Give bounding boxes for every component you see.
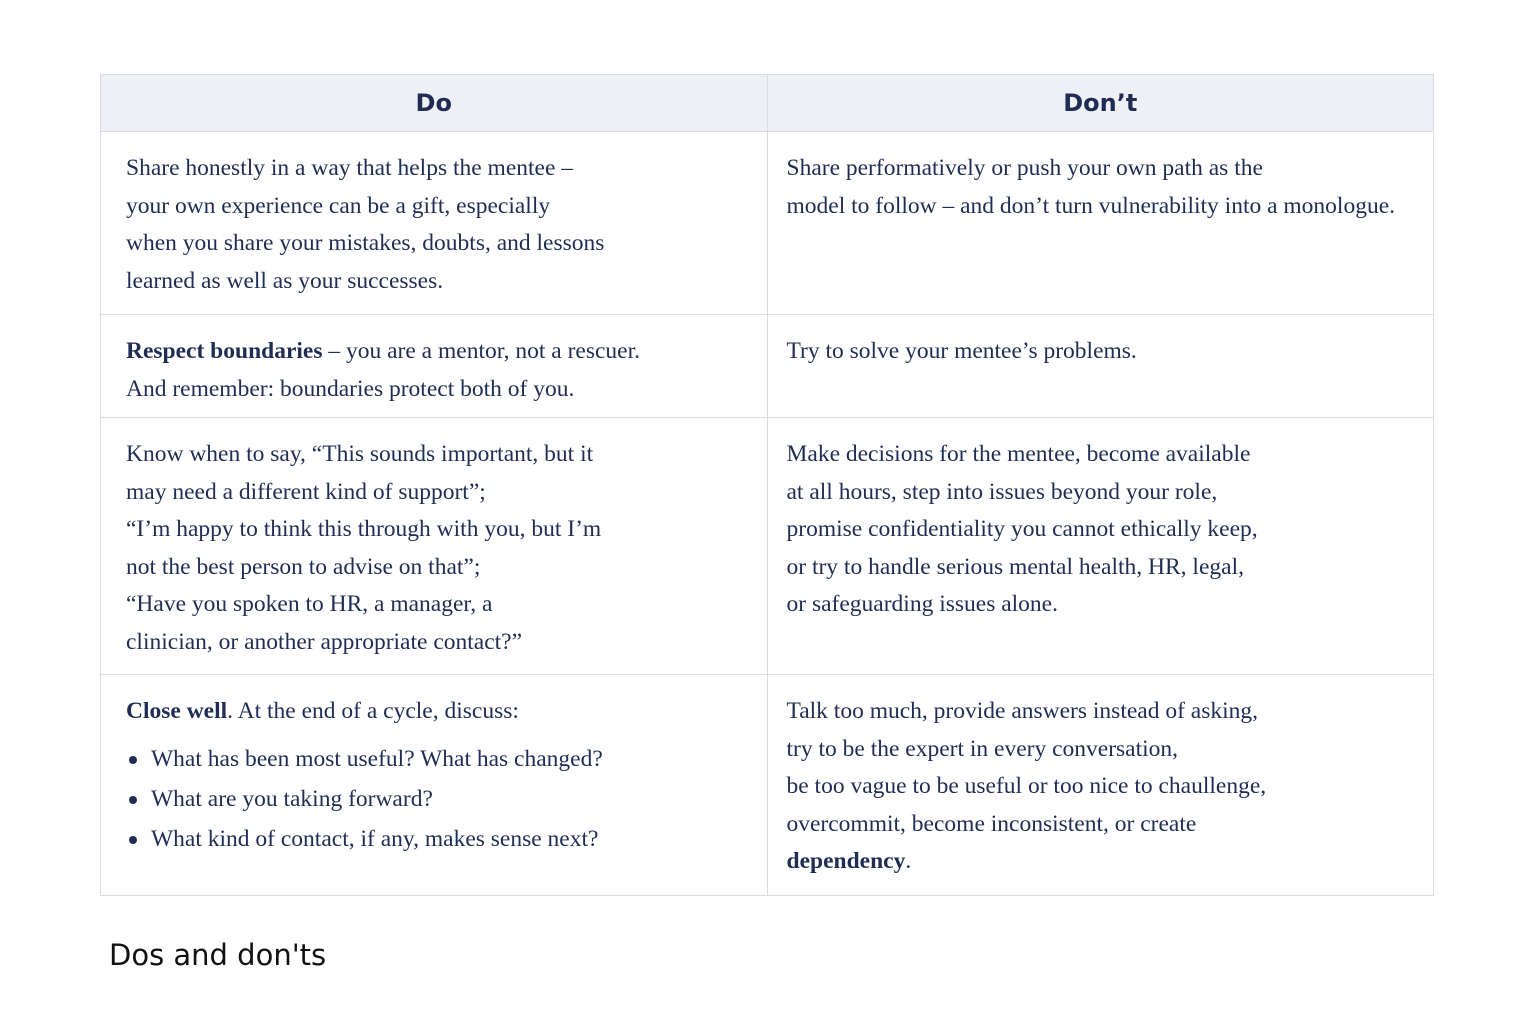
- do-cell: [101, 675, 767, 895]
- table-row: [101, 315, 1433, 418]
- cell-line: Share performatively or push your own path as the: [786, 155, 1263, 181]
- cell-line: be too vague to be useful or too nice to chaullenge,: [786, 773, 1267, 799]
- cell-line: Share honestly in a way that helps the mentee –: [126, 155, 574, 181]
- header-dont: Don’t: [767, 75, 1433, 132]
- table-row: [101, 132, 1433, 315]
- cell-line: [126, 333, 747, 371]
- cell-line: Try to solve your mentee’s problems.: [786, 338, 1137, 364]
- dont-cell: [767, 418, 1433, 675]
- cell-line: model to follow – and don’t turn vulnerability into a monologue.: [786, 192, 1396, 219]
- dont-cell: [767, 132, 1433, 315]
- cell-line: clinician, or another appropriate contact?”: [126, 628, 523, 655]
- header-row: [101, 75, 1433, 132]
- do-cell: [101, 132, 767, 315]
- cell-line: Talk too much, provide answers instead of asking,: [786, 698, 1259, 724]
- list-item: What kind of contact, if any, makes sense next?: [126, 819, 747, 859]
- bold-last: dependency: [786, 848, 906, 874]
- table-row: [101, 418, 1433, 675]
- cell-line: “I’m happy to think this through with you, but I’m: [126, 516, 602, 542]
- cell-line: or safeguarding issues alone.: [786, 591, 1058, 617]
- lead-rest: . At the end of a cycle, discuss:: [227, 698, 519, 724]
- cell-line: when you share your mistakes, doubts, and lessons: [126, 230, 605, 256]
- dos-donts-table: [100, 74, 1434, 896]
- cell-line: learned as well as your successes.: [126, 267, 444, 294]
- bold-lead: Respect boundaries: [126, 338, 323, 364]
- list-item: What has been most useful? What has changed?: [126, 739, 747, 779]
- lead-rest: – you are a mentor, not a rescuer.: [322, 338, 640, 364]
- cell-line: not the best person to advise on that”;: [126, 553, 481, 580]
- dont-cell: [767, 675, 1433, 895]
- cell-line: Make decisions for the mentee, become available: [786, 441, 1251, 467]
- cell-line: [787, 843, 1414, 881]
- header-do: Do: [101, 75, 767, 132]
- cell-line: or try to handle serious mental health, HR, legal,: [786, 553, 1244, 580]
- cell-line: And remember: boundaries protect both of you.: [126, 375, 575, 402]
- list-item: What are you taking forward?: [126, 779, 747, 819]
- cell-line: Know when to say, “This sounds important, but it: [126, 441, 594, 467]
- do-cell: [101, 315, 767, 418]
- bullet-list: [126, 739, 747, 859]
- cell-line: overcommit, become inconsistent, or create: [786, 810, 1197, 837]
- cell-line: promise confidentiality you cannot ethically keep,: [786, 516, 1258, 542]
- cell-line: [126, 693, 747, 731]
- bold-lead: Close well: [126, 698, 228, 724]
- last-rest: .: [905, 848, 912, 874]
- dont-cell: [767, 315, 1433, 418]
- cell-line: may need a different kind of support”;: [126, 478, 486, 505]
- cell-line: try to be the expert in every conversation,: [786, 735, 1179, 762]
- table-row: [101, 675, 1433, 895]
- cell-line: at all hours, step into issues beyond your role,: [786, 478, 1218, 505]
- cell-line: your own experience can be a gift, especially: [126, 192, 551, 219]
- do-cell: [101, 418, 767, 675]
- cell-line: “Have you spoken to HR, a manager, a: [126, 591, 493, 617]
- figure-caption: Dos and don'ts: [109, 938, 327, 972]
- comparison-table: [101, 75, 1433, 895]
